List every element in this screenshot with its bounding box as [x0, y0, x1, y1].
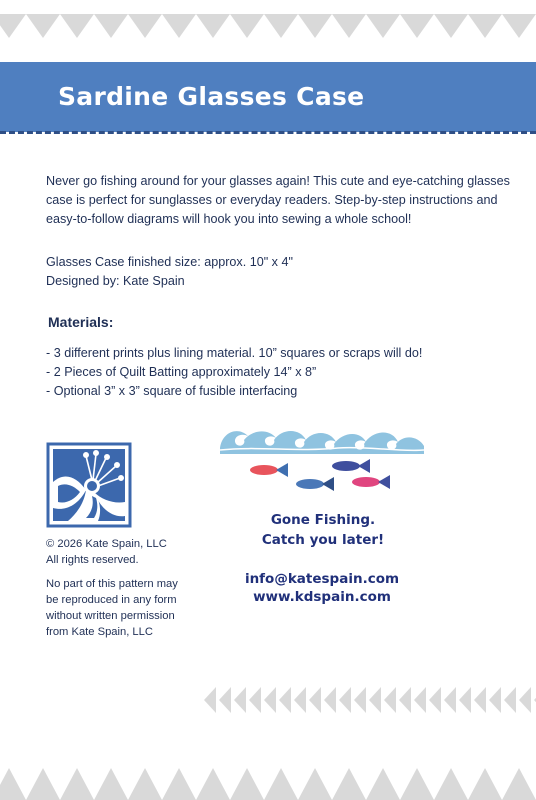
- copyright-line: © 2026 Kate Spain, LLC: [46, 538, 167, 550]
- bottom-zigzag-border: [0, 758, 536, 800]
- reproduction-notice: No part of this pattern may be reproduced in any form without written permission from Kate Spain, LLC: [46, 578, 178, 638]
- bottom-chevron-border: [204, 687, 536, 713]
- email-link[interactable]: info@katespain.com: [244, 571, 400, 587]
- header-dashed-divider: [0, 131, 536, 134]
- website-link[interactable]: www.kdspain.com: [253, 589, 391, 605]
- finished-size: Glasses Case finished size: approx. 10" x 4": [46, 255, 293, 269]
- rights-line: All rights reserved.: [46, 554, 139, 566]
- top-zigzag-border: [0, 14, 536, 48]
- intro-paragraph: Never go fishing around for your glasses again! This cute and eye-catching glasses case is perfect for sunglasses or everyday readers. Step-by-step instructions and easy-to-follow diagrams will hook you into sewing a whole school!: [46, 174, 510, 226]
- tagline-line-1: Gone Fishing.: [270, 512, 376, 528]
- tagline-line-2: Catch you later!: [261, 532, 385, 548]
- page-title: Sardine Glasses Case: [58, 82, 365, 111]
- materials-item: - 2 Pieces of Quilt Batting approximately 14” x 8”: [46, 365, 317, 379]
- pattern-meta: [46, 253, 293, 291]
- materials-list: [46, 344, 422, 401]
- flower-logo-icon: [46, 442, 132, 528]
- materials-heading: Materials:: [48, 314, 114, 330]
- materials-item: - 3 different prints plus lining material. 10” squares or scraps will do!: [46, 346, 423, 360]
- wave-fish-icon: [218, 418, 426, 496]
- contact-block: [226, 570, 418, 606]
- copyright-block: [46, 536, 186, 648]
- materials-item: - Optional 3” x 3” square of fusible interfacing: [46, 384, 298, 398]
- tagline: [236, 510, 410, 550]
- designer-credit: Designed by: Kate Spain: [46, 274, 185, 288]
